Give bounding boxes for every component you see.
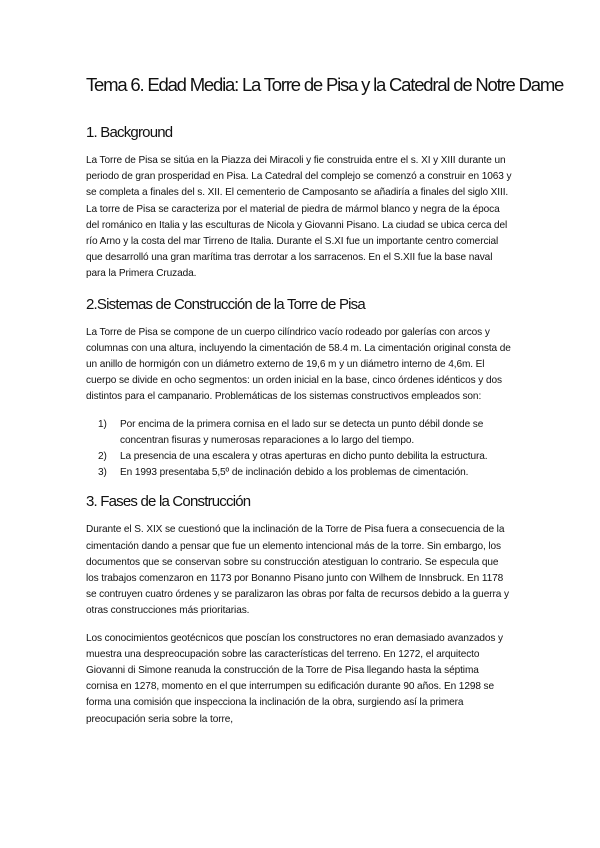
section-heading: 3. Fases de la Construcción (86, 493, 251, 511)
section-paragraph: La Torre de Pisa se sitúa en la Piazza dei Miracoli y fie construida entre el s. XI y XIII durante un periodo de gran prosperidad en Pisa. La Catedral del complejo se comenzó a construir en 1063 y se completa a finales del s. XII. El cementerio de Camposanto se añadiría a finales del siglo XIII. La torre de Pisa se caracteriza por el material de piedra de mármol blanco y negra de la época del románico en Italia y las esculturas de Nicola y Giovanni Pisano. La ciudad se ubica cerca del río Arno y la costa del mar Tirreno de Italia. Durante el S.XI fue un importante centro comercial que desarrolló una gran marítima tras derrotar a los sarracenos. En el S.XII fue la base naval para la Primera Cruzada. (86, 155, 512, 280)
document-title: Tema 6. Edad Media: La Torre de Pisa y la Catedral de Notre Dame (86, 74, 564, 95)
section-heading: 2.Sistemas de Construcción de la Torre de Pisa (86, 295, 365, 313)
section-paragraph: Los conocimientos geotécnicos que poscían los constructores no eran demasiado avanzados y muestra una despreocupación sobre las características del terreno. En 1272, el arquitecto Giovanni di Simone reanuda la construcción de la Torre de Pisa llegando hasta la séptima cornisa en 1278, momento en el que interrumpen su edificación durante 90 años. En 1298 se forma una comisión que inspecciona la inclinación de la obra, surgiendo así la primera preocupación seria sobre la torre, (86, 632, 503, 725)
list-item (98, 449, 512, 465)
section-paragraph: La Torre de Pisa se compone de un cuerpo cilíndrico vacío rodeado por galerías con arcos y columnas con una altura, incluyendo la cimentación de 58.4 m. La cimentación original consta de un anillo de hormigón con un diámetro externo de 19,6 m y un diámetro interno de 4,6m. El cuerpo se divide en ocho segmentos: un orden inicial en la base, cinco órdenes idénticos y dos distintos para el campanario. Problemáticas de los sistemas constructivos empleados son: (86, 326, 511, 403)
section-background (86, 122, 512, 283)
section-heading: 1. Background (86, 124, 173, 141)
section-construction-systems (86, 294, 512, 482)
list-item-text: La presencia de una escalera y otras aperturas en dicho punto debilita la estructura. (120, 451, 488, 463)
list-item-text: Por encima de la primera cornisa en el lado sur se detecta un punto débil donde se concentran fisuras y numerosas reparaciones a lo largo del tiempo. (120, 418, 484, 446)
problems-list (86, 417, 512, 482)
list-item (98, 465, 512, 481)
section-paragraph: Durante el S. XIX se cuestionó que la inclinación de la Torre de Pisa fuera a consecuencia de la cimentación dando a pensar que fue un elemento intencional más de la torre. Sin embargo, los documentos que se conservan sobre su construcción atestiguan lo contrario. Se especula que los trabajos comenzaron en 1173 por Bonanno Pisano junto con Wilhem de Innsbruck. En 1178 se contruyen cuatro órdenes y se paralizaron las obras por falta de recursos debido a la guerra y otras construcciones más prioritarias. (86, 524, 509, 617)
list-item (98, 417, 512, 449)
section-construction-phases (86, 491, 512, 727)
list-item-number: 1) (98, 418, 107, 430)
list-item-number: 2) (98, 451, 107, 463)
list-item-number: 3) (98, 467, 107, 479)
list-item-text: En 1993 presentaba 5,5º de inclinación debido a los problemas de cimentación. (120, 467, 469, 479)
